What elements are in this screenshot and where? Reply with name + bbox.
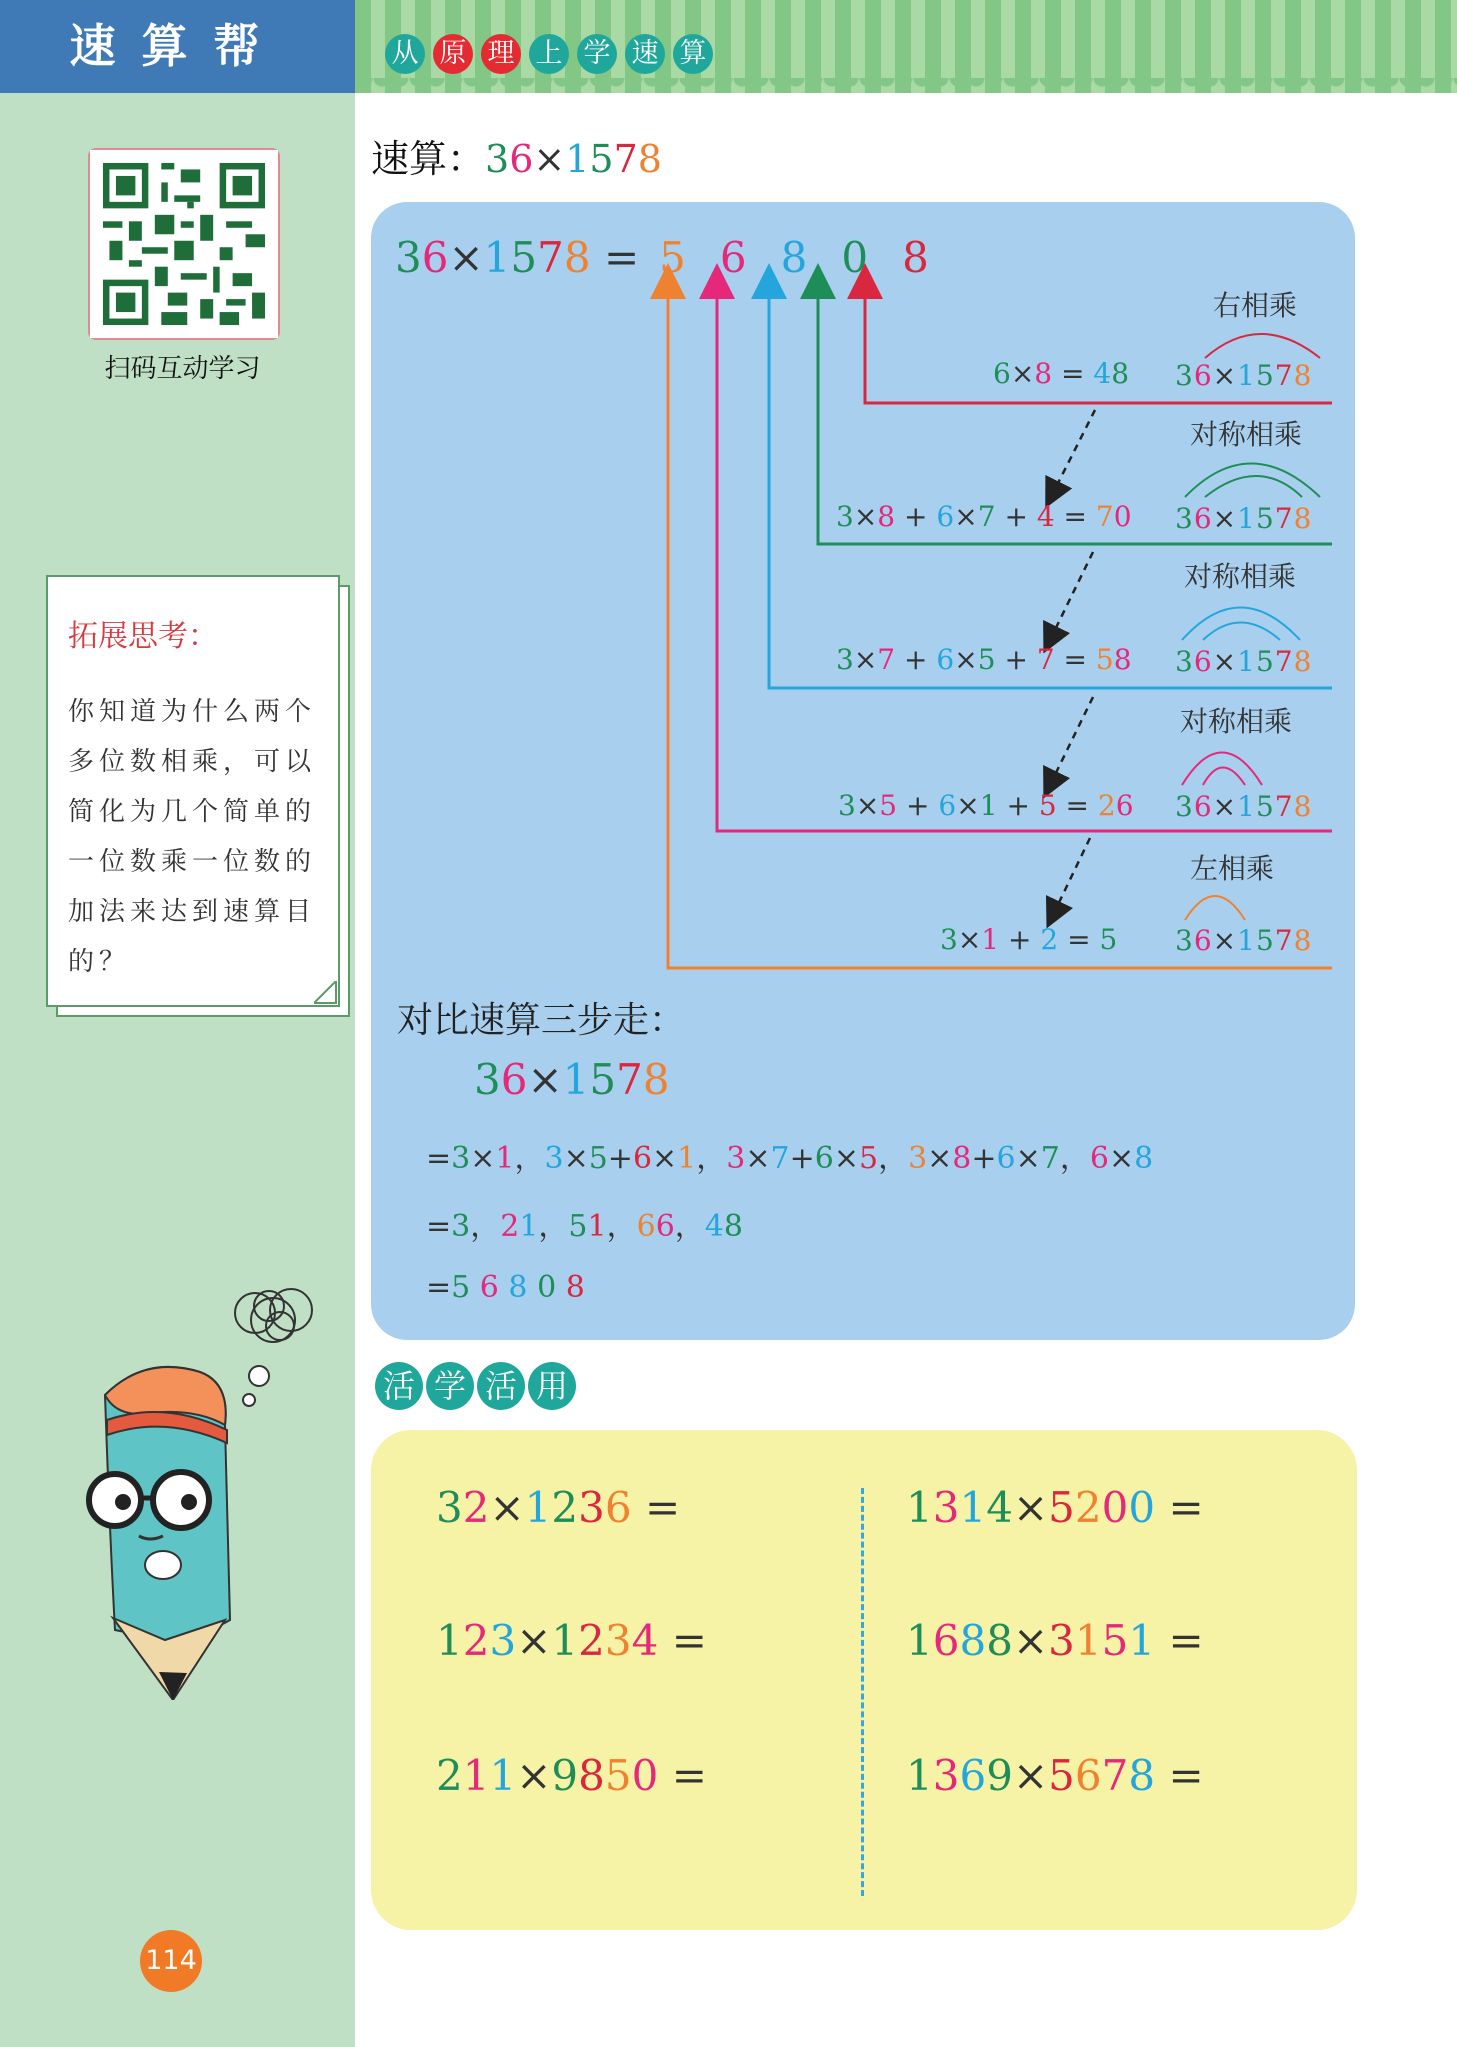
title-badge: 速 (625, 34, 665, 74)
practice-badge: 活 (375, 1362, 423, 1410)
pair-arc (1205, 334, 1320, 358)
qr-label: 扫码互动学习 (104, 354, 261, 384)
pair-arc (1205, 476, 1302, 497)
pair-arc (1185, 464, 1320, 498)
operand-pair: 36×1578 (1175, 924, 1313, 957)
brand-title: 速算帮 (0, 0, 355, 93)
pair-arc (1182, 753, 1262, 786)
operand-pair: 36×1578 (1175, 359, 1313, 392)
step-line: =5 6 8 0 8 (426, 1270, 585, 1305)
title-badge: 理 (481, 34, 521, 74)
result-digit: 6 (719, 233, 747, 282)
practice-problem: 1688×3151 = (906, 1616, 1204, 1665)
result-digit: 0 (841, 233, 869, 282)
practice-badge: 活 (477, 1362, 525, 1410)
thinking-body: 你知道为什么两个多位数相乘，可以简化为几个简单的一位数乘一位数的加法来达到速算目的？ (68, 697, 317, 977)
practice-problem: 1314×5200 = (906, 1483, 1204, 1532)
result-digit: 5 (659, 233, 686, 282)
connector-line (769, 296, 1332, 688)
practice-divider (861, 1488, 864, 1896)
result-digit: 8 (780, 233, 808, 282)
step-calc: 6×8 = 48 (993, 357, 1130, 390)
step-line: =3，21，51，66，48 (426, 1209, 743, 1244)
pair-arc (1182, 608, 1300, 641)
pair-arc (1185, 896, 1245, 920)
title-badge: 学 (577, 34, 617, 74)
operand-pair: 36×1578 (1175, 790, 1313, 823)
practice-problem: 1369×5678 = (906, 1751, 1204, 1800)
page-number: 114 (140, 1930, 202, 1992)
heading-expr: 36×1578 (485, 137, 662, 181)
pair-arc (1203, 768, 1245, 786)
thinking-title: 拓展思考： (68, 619, 218, 654)
carry-arrow (1050, 697, 1093, 785)
practice-problem: 211×9850 = (436, 1751, 707, 1800)
carry-arrow (1053, 838, 1090, 915)
title-badge: 上 (529, 34, 569, 74)
step-label: 对称相乘 (1190, 418, 1303, 451)
step-calc: 3×8 + 6×7 + 4 = 70 (836, 500, 1132, 533)
step-calc: 3×7 + 6×5 + 7 = 58 (836, 643, 1132, 676)
result-digit: 8 (902, 233, 929, 282)
practice-problem: 32×1236 = (436, 1483, 681, 1532)
practice-title-badges (375, 1362, 579, 1410)
step-label: 左相乘 (1190, 852, 1275, 885)
step-label: 对称相乘 (1184, 560, 1297, 593)
step-line: =3×1，3×5+6×1，3×7+6×5，3×8+6×7，6×8 (426, 1141, 1154, 1176)
step-calc: 3×1 + 2 = 5 (940, 923, 1118, 956)
pencil-mascot-icon (55, 1280, 355, 1700)
pair-arc (1203, 623, 1280, 641)
title-badge: 从 (385, 34, 425, 74)
title-badge: 算 (673, 34, 713, 74)
step-label: 右相乘 (1213, 289, 1298, 322)
heading-label: 速算： (371, 137, 486, 181)
practice-badge: 用 (528, 1362, 576, 1410)
carry-arrow (1052, 410, 1095, 495)
title-badge: 原 (433, 34, 473, 74)
operand-pair: 36×1578 (1175, 645, 1313, 678)
step-label: 对称相乘 (1180, 705, 1293, 738)
operand-pair: 36×1578 (1175, 502, 1313, 535)
steps-title: 对比速算三步走： (397, 1000, 686, 1041)
practice-badge: 学 (426, 1362, 474, 1410)
step-calc: 3×5 + 6×1 + 5 = 26 (838, 789, 1134, 822)
equation-lhs: 36×1578 = (395, 233, 640, 282)
practice-problem: 123×1234 = (436, 1616, 707, 1665)
steps-expression: 36×1578 (474, 1055, 670, 1104)
carry-arrow (1050, 552, 1093, 640)
